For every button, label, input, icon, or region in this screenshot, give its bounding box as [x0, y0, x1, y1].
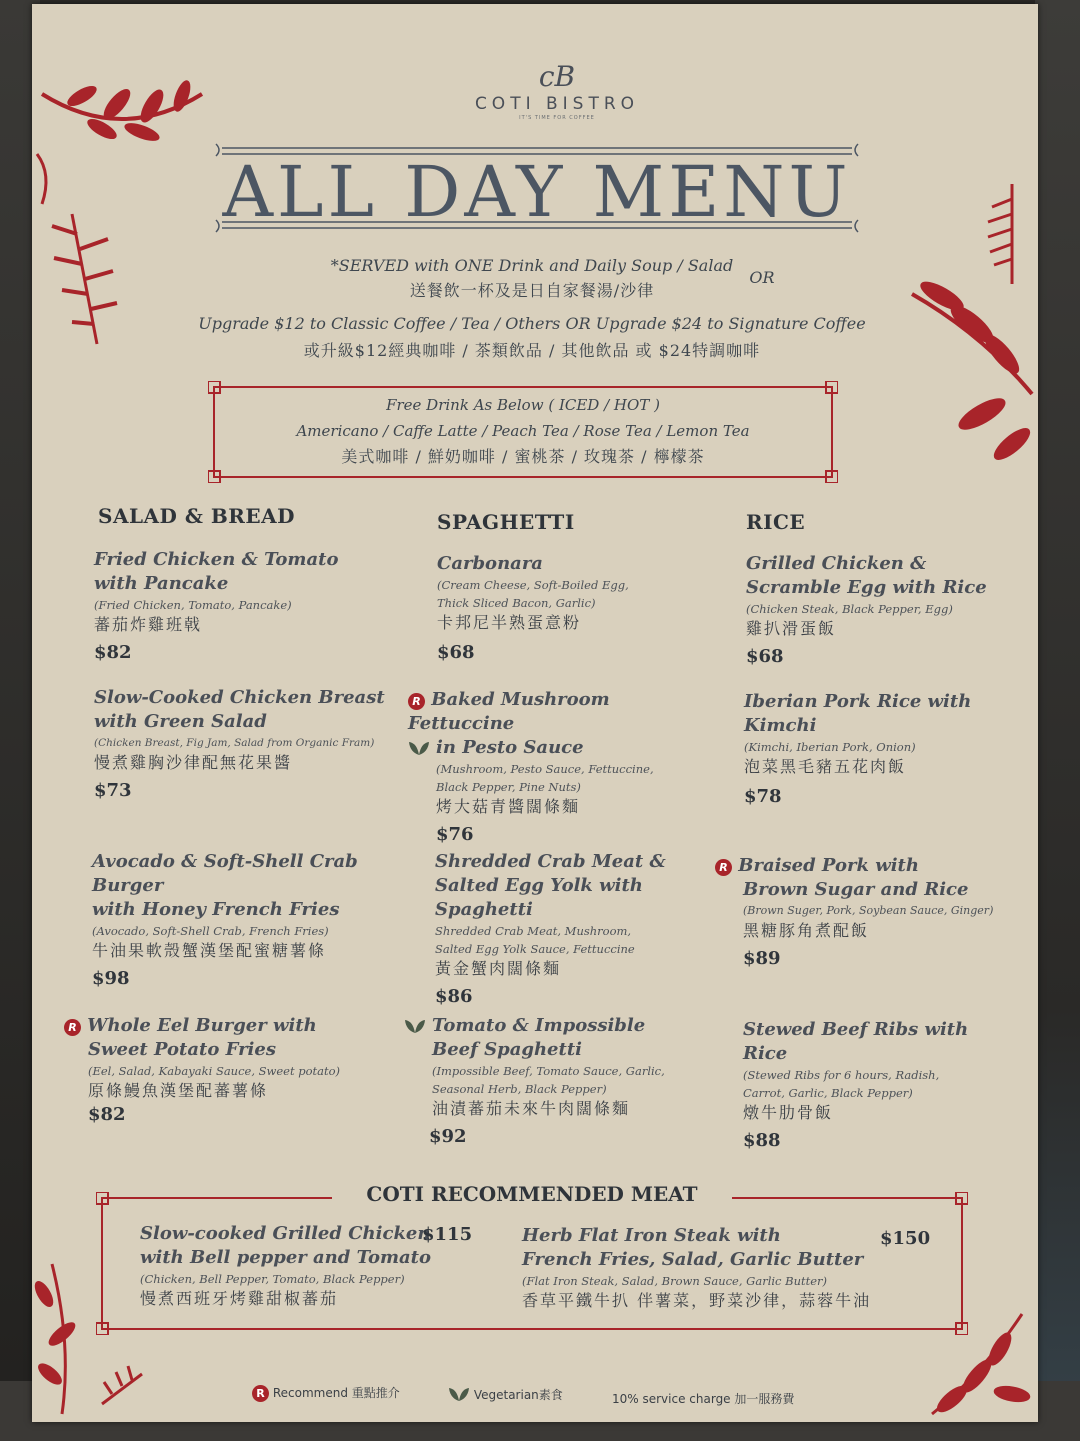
item-name: French Fries, Salad, Garlic Butter: [522, 1249, 864, 1270]
recommend-r-icon: R: [252, 1385, 269, 1402]
item-zh: 黃金蟹肉闊條麵: [435, 959, 562, 978]
item-price: $88: [743, 1130, 781, 1151]
menu-item: [435, 850, 735, 1007]
recommend-r-icon: R: [408, 693, 425, 710]
recommend-r-icon: R: [715, 859, 732, 876]
item-name: Avocado & Soft-Shell Crab Burger: [92, 851, 358, 896]
section-heading-salad: SALAD & BREAD: [98, 504, 295, 528]
item-desc: (Kimchi, Iberian Pork, Onion): [744, 740, 916, 754]
free-drink-list-zh: 美式咖啡 / 鮮奶咖啡 / 蜜桃茶 / 玫瑰茶 / 檸檬茶: [341, 447, 705, 466]
item-desc: (Chicken Steak, Black Pepper, Egg): [746, 602, 953, 616]
legend-recommend: [252, 1384, 400, 1402]
item-desc: (Chicken, Bell Pepper, Tomato, Black Pepper): [140, 1272, 405, 1286]
item-price: $89: [743, 948, 781, 969]
item-price: $115: [422, 1224, 473, 1245]
item-desc: (Cream Cheese, Soft-Boiled Egg,: [437, 578, 629, 592]
menu-board: [32, 4, 1038, 1422]
item-desc: (Stewed Ribs for 6 hours, Radish,: [743, 1068, 940, 1082]
served-note-en: *SERVED with ONE Drink and Daily Soup / Salad: [330, 256, 734, 275]
vegetarian-leaf-icon: [404, 1018, 426, 1034]
menu-item: [743, 1018, 1013, 1151]
served-or: OR: [749, 268, 775, 287]
section-heading-spaghetti: SPAGHETTI: [437, 510, 575, 534]
legend-recommend-label: Recommend 重點推介: [272, 1386, 400, 1400]
legend-vegetarian: [448, 1386, 563, 1403]
item-name: Scramble Egg with Rice: [746, 577, 987, 598]
item-desc: (Avocado, Soft-Shell Crab, French Fries): [92, 924, 329, 938]
item-zh: 烤大菇青醬闊條麵: [436, 797, 581, 816]
menu-item: [404, 1014, 704, 1147]
item-price: $92: [429, 1126, 467, 1147]
item-price: $68: [437, 642, 475, 663]
item-desc: Black Pepper, Pine Nuts): [436, 780, 581, 794]
menu-item: [64, 1014, 394, 1125]
item-zh: 慢煮西班牙烤雞甜椒蕃茄: [140, 1289, 339, 1308]
item-zh: 原條鰻魚漢堡配蕃薯條: [88, 1081, 269, 1100]
item-name: Herb Flat Iron Steak with: [522, 1225, 781, 1246]
item-zh: 雞扒滑蛋飯: [746, 619, 837, 638]
item-name: Grilled Chicken &: [746, 553, 927, 574]
item-name: Fried Chicken & Tomato: [94, 549, 339, 570]
legend-service-charge: 10% service charge 加一服務費: [612, 1392, 795, 1406]
item-price: $86: [435, 986, 473, 1007]
item-name: Sweet Potato Fries: [88, 1039, 276, 1060]
section-heading-rice: RICE: [746, 510, 806, 534]
item-name: with Honey French Fries: [92, 899, 340, 920]
free-drink-title: Free Drink As Below ( ICED / HOT ): [386, 396, 660, 414]
item-zh: 泡菜黑毛豬五花肉飯: [744, 757, 907, 776]
item-name: Stewed Beef Ribs with Rice: [743, 1019, 969, 1064]
upgrade-note-en: Upgrade $12 to Classic Coffee / Tea / Others OR Upgrade $24 to Signature Coffee: [198, 314, 866, 333]
item-desc: Thick Sliced Bacon, Garlic): [437, 596, 596, 610]
item-zh: 燉牛肋骨飯: [743, 1103, 834, 1122]
item-price: $150: [880, 1228, 931, 1249]
item-desc: Carrot, Garlic, Black Pepper): [743, 1086, 913, 1100]
item-name: Iberian Pork Rice with Kimchi: [744, 691, 972, 736]
item-zh: 慢煮雞胸沙律配無花果醬: [94, 753, 293, 772]
item-zh: 香草平鐵牛扒 伴薯菜，野菜沙律，蒜蓉牛油: [522, 1291, 872, 1310]
item-price: $76: [436, 824, 474, 845]
item-zh: 牛油果軟殼蟹漢堡配蜜糖薯條: [92, 941, 327, 960]
item-price: $82: [88, 1104, 126, 1125]
menu-item: [94, 686, 414, 801]
item-zh: 蕃茄炸雞班戟: [94, 615, 203, 634]
item-desc: (Mushroom, Pesto Sauce, Fettuccine,: [436, 762, 654, 776]
item-name: Whole Eel Burger with: [87, 1015, 317, 1036]
item-zh: 卡邦尼半熟蛋意粉: [437, 613, 582, 632]
section-heading-recommended: COTI RECOMMENDED MEAT: [332, 1182, 732, 1206]
item-name: Shredded Crab Meat &: [435, 851, 666, 872]
brand-logo: cB: [538, 60, 576, 93]
item-price: $98: [92, 968, 130, 989]
item-price: $73: [94, 780, 132, 801]
table-surface-right: [1035, 0, 1080, 1441]
item-name: Beef Spaghetti: [432, 1039, 582, 1060]
vegetarian-leaf-icon: [408, 740, 430, 756]
item-desc: Seasonal Herb, Black Pepper): [432, 1082, 607, 1096]
served-note-zh: 送餐飲一杯及是日自家餐湯/沙律: [409, 281, 655, 300]
menu-item: [744, 690, 1014, 807]
item-price: $82: [94, 642, 132, 663]
upgrade-note-zh: 或升級$12經典咖啡 / 茶類飲品 / 其他飲品 或 $24特調咖啡: [303, 341, 761, 360]
item-desc: (Fried Chicken, Tomato, Pancake): [94, 598, 292, 612]
item-name: Braised Pork with: [738, 855, 919, 876]
item-name: with Green Salad: [94, 711, 267, 732]
menu-item: [437, 552, 717, 663]
menu-item: [92, 850, 412, 989]
page-title: ALL DAY MENU: [222, 151, 852, 233]
item-name: Slow-Cooked Chicken Breast: [94, 687, 385, 708]
item-name: Carbonara: [437, 553, 543, 574]
legend-vegetarian-label: Vegetarian素食: [473, 1388, 563, 1402]
item-zh: 油漬蕃茄未來牛肉闊條麵: [432, 1099, 631, 1118]
item-desc: (Eel, Salad, Kabayaki Sauce, Sweet potato): [88, 1064, 341, 1078]
menu-item: [408, 688, 708, 845]
item-desc: Salted Egg Yolk Sauce, Fettuccine: [435, 942, 635, 956]
item-desc: Shredded Crab Meat, Mushroom,: [435, 924, 632, 938]
item-name: in Pesto Sauce: [436, 737, 584, 758]
item-name: Slow-cooked Grilled Chicken: [140, 1223, 431, 1244]
free-drink-list-en: Americano / Caffe Latte / Peach Tea / Rose Tea / Lemon Tea: [296, 422, 750, 440]
recommend-r-icon: R: [64, 1019, 81, 1036]
item-name: Brown Sugar and Rice: [743, 879, 969, 900]
brand-name: COTI BISTRO: [474, 94, 640, 114]
item-name: with Pancake: [94, 573, 229, 594]
item-desc: (Chicken Breast, Fig Jam, Salad from Organic Fram): [94, 737, 375, 749]
vegetarian-leaf-icon: [448, 1386, 470, 1402]
item-name: Tomato & Impossible: [432, 1015, 646, 1036]
fern-leaf-icon: [902, 174, 1038, 474]
menu-item: [715, 854, 1005, 969]
item-name: with Bell pepper and Tomato: [140, 1247, 431, 1268]
brand-tagline: IT'S TIME FOR COFFEE: [519, 115, 595, 121]
item-desc: (Flat Iron Steak, Salad, Brown Sauce, Garlic Butter): [522, 1274, 828, 1288]
item-desc: (Brown Suger, Pork, Soybean Sauce, Ginger): [743, 904, 994, 917]
item-desc: (Impossible Beef, Tomato Sauce, Garlic,: [432, 1064, 665, 1078]
menu-item: [94, 548, 394, 663]
item-price: $68: [746, 646, 784, 667]
item-name: Salted Egg Yolk with Spaghetti: [435, 875, 643, 920]
item-price: $78: [744, 786, 782, 807]
menu-item: [746, 552, 1016, 667]
item-zh: 黑糖豚角煮配飯: [743, 921, 870, 940]
item-name: Baked Mushroom Fettuccine: [408, 689, 610, 734]
